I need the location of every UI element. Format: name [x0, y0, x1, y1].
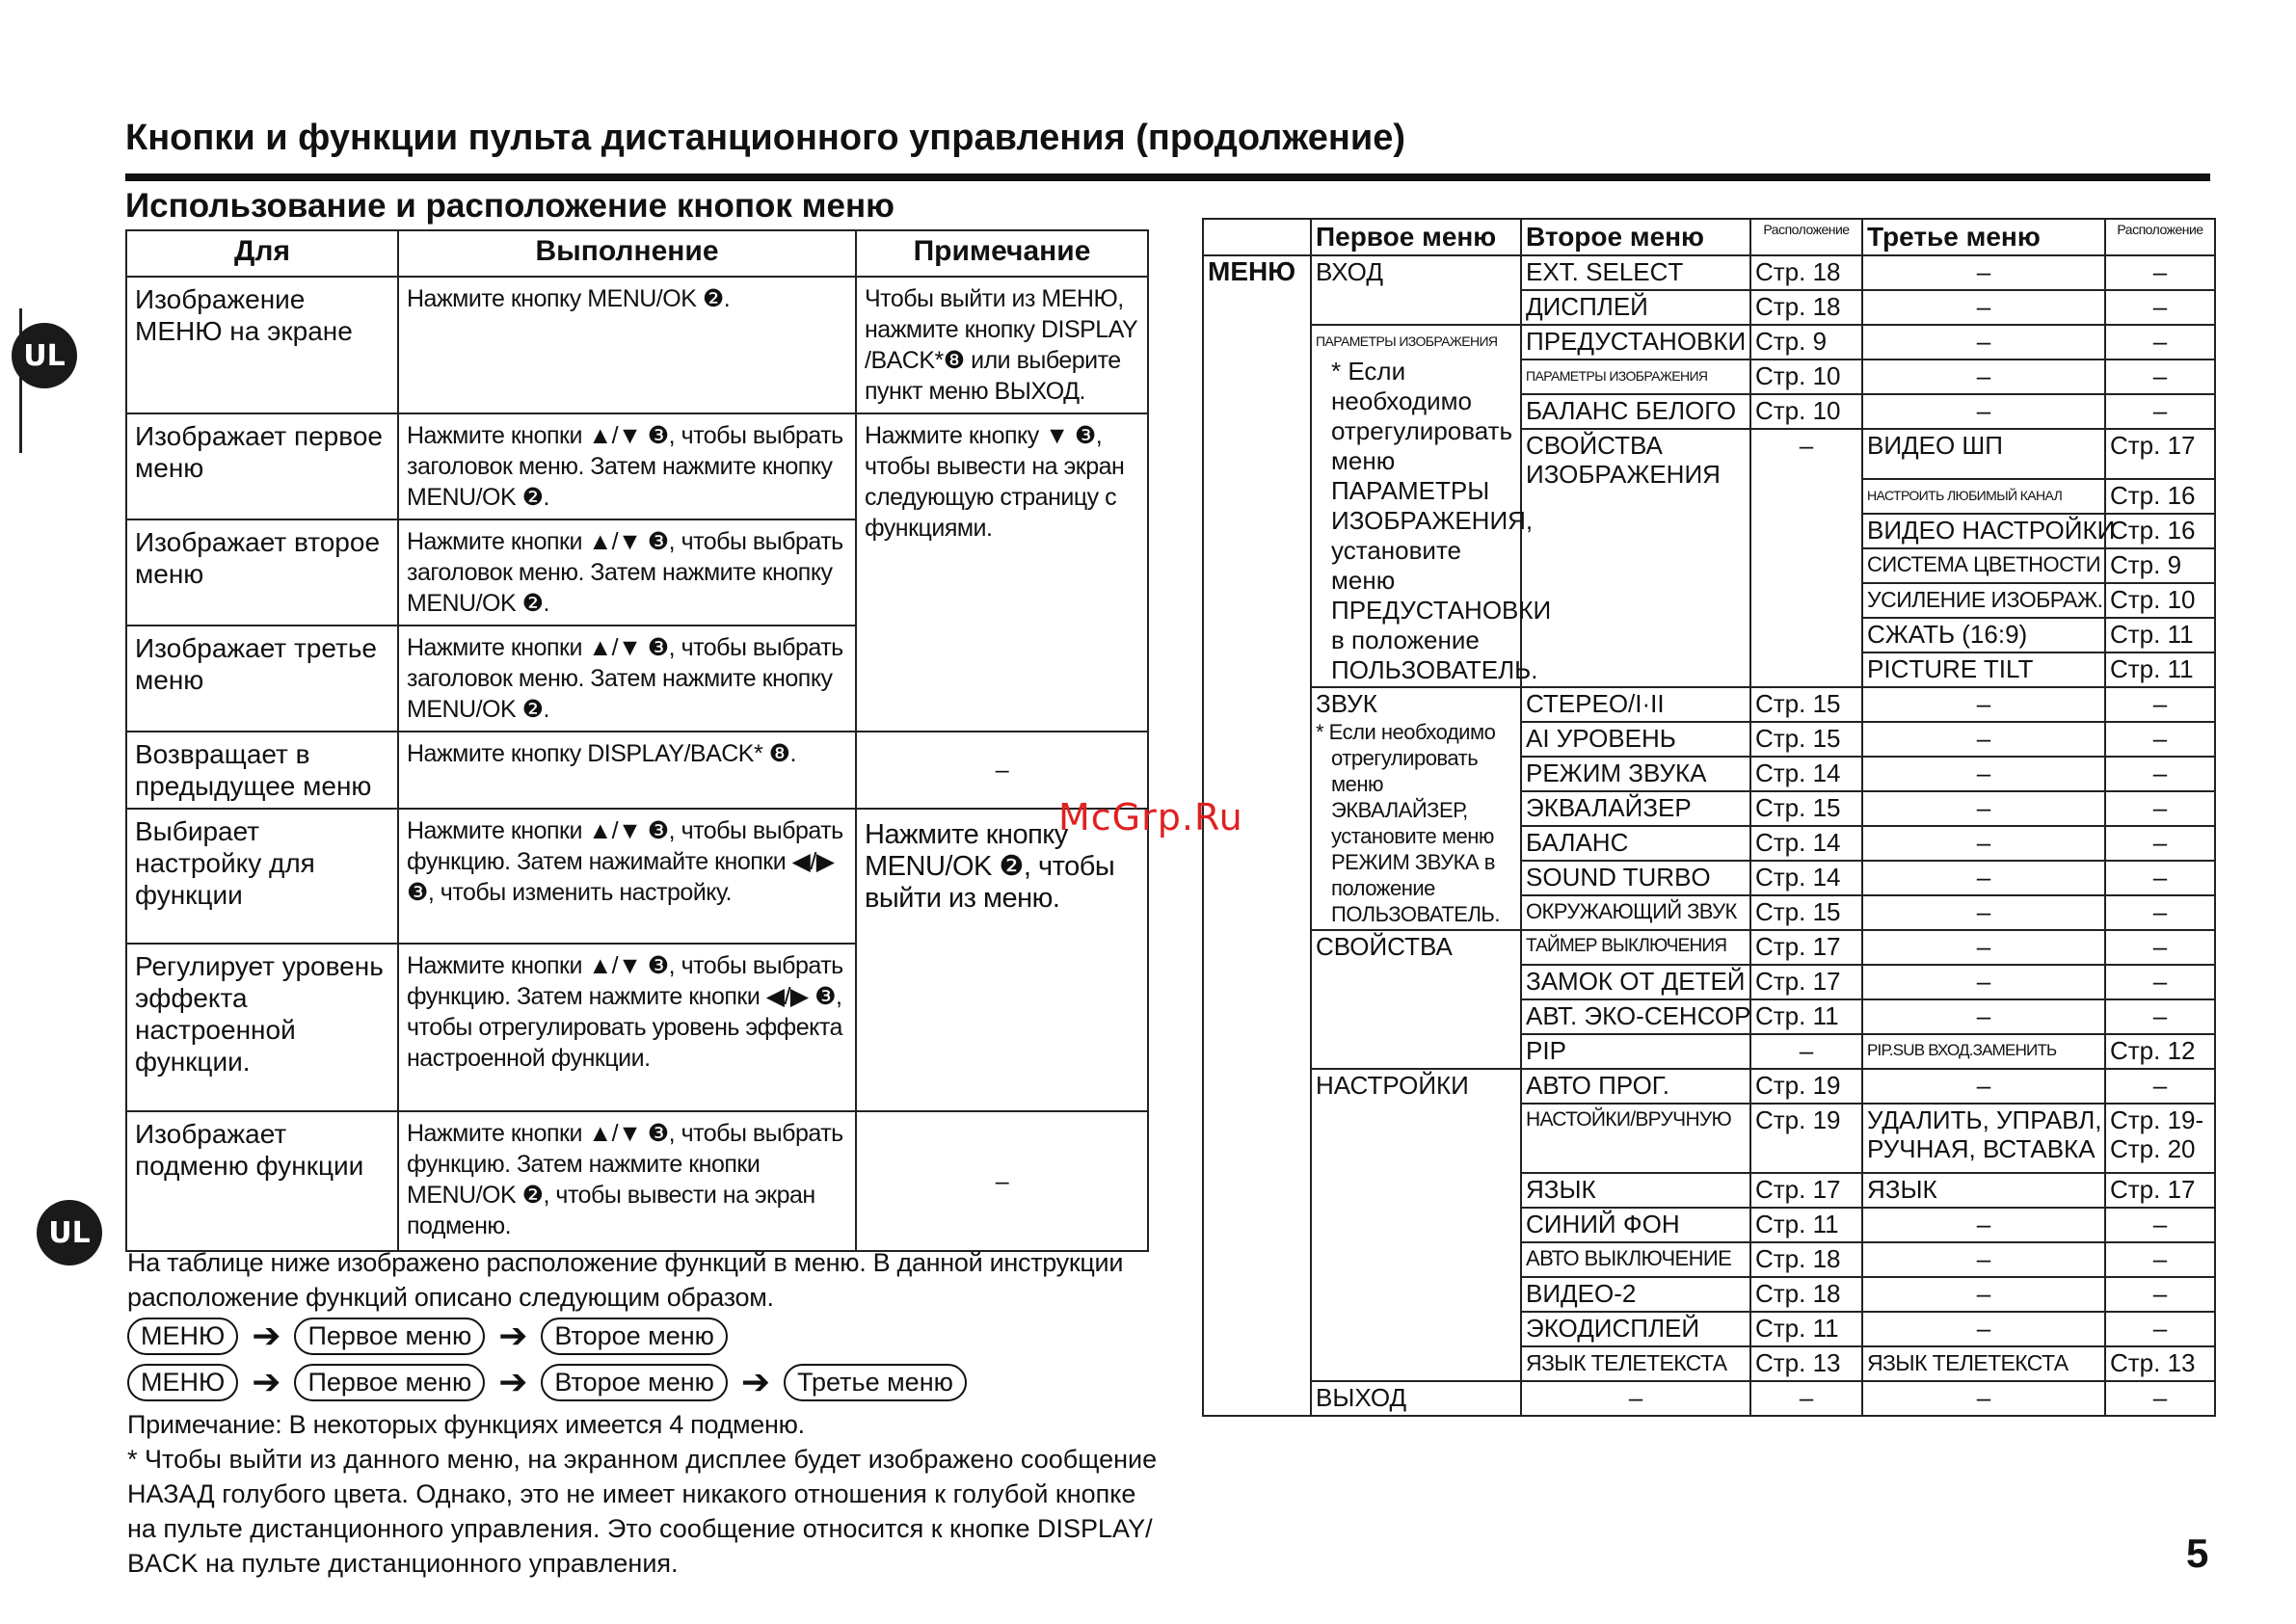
table-row	[1203, 687, 2215, 722]
second-menu-item: АВТО ПРОГ.	[1521, 1069, 1750, 1104]
group-title: ПАРАМЕТРЫ ИЗОБРАЖЕНИЯ	[1316, 333, 1498, 349]
location: Стр. 15	[1750, 687, 1862, 722]
third-menu-empty: –	[1862, 722, 2105, 757]
location: Стр. 13	[1750, 1346, 1862, 1381]
location-empty: –	[2105, 359, 2215, 394]
third-menu-empty: –	[1862, 1277, 2105, 1312]
third-menu-item: СИСТЕМА ЦВЕТНОСТИ	[1862, 548, 2105, 583]
location: Стр. 14	[1750, 757, 1862, 791]
location-empty: –	[2105, 1312, 2215, 1346]
cell-action: Нажмите кнопки ▲/▼ ❸, чтобы выбрать заголовок меню. Затем нажмите кнопку MENU/OK ❷.	[398, 626, 856, 732]
note-line: ПАРАМЕТРЫ	[1331, 476, 1490, 505]
second-menu-item: АВТ. ЭКО-СЕНСОР	[1521, 999, 1750, 1034]
menu-path-example-1	[127, 1317, 728, 1356]
first-menu-pill: Первое меню	[294, 1364, 485, 1401]
cell-note: Нажмите кнопку MENU/OK ❷, чтобы выйти из меню.	[856, 809, 1148, 1111]
third-menu-empty: –	[1862, 757, 2105, 791]
second-menu-item: БАЛАНС	[1521, 826, 1750, 861]
location: Стр. 11	[2105, 652, 2215, 687]
location-empty: –	[2105, 999, 2215, 1034]
menu-pill: МЕНЮ	[127, 1318, 238, 1355]
third-menu-item: ЯЗЫК ТЕЛЕТЕКСТА	[1862, 1346, 2105, 1381]
note-line: ЭКВАЛАЙЗЕР,	[1331, 798, 1468, 822]
second-menu-item: ПРЕДУСТАНОВКИ	[1521, 325, 1750, 359]
second-menu-item: ЯЗЫК	[1521, 1173, 1750, 1208]
arrow-icon: ➔	[498, 1317, 528, 1356]
second-menu-item: AI УРОВЕНЬ	[1521, 722, 1750, 757]
location-empty: –	[2105, 1381, 2215, 1416]
third-line: РУЧНАЯ, ВСТАВКА	[1867, 1134, 2096, 1163]
column-header: Второе меню	[1521, 219, 1750, 255]
menu-pill: МЕНЮ	[127, 1364, 238, 1401]
cell-action: Нажмите кнопку DISPLAY/BACK* ❽.	[398, 732, 856, 809]
note-line: ПРЕДУСТАНОВКИ	[1331, 596, 1552, 625]
second-menu-item: ЭКВАЛАЙЗЕР	[1521, 791, 1750, 826]
third-menu-empty: –	[1862, 394, 2105, 429]
intro-line-2: расположение функций описано следующим образом.	[127, 1283, 774, 1312]
first-menu-exit: ВЫХОД	[1311, 1381, 1521, 1416]
third-menu-empty: –	[1862, 999, 2105, 1034]
location-empty: –	[2105, 757, 2215, 791]
note-line: положение	[1331, 876, 1435, 900]
column-header: Для	[126, 230, 398, 277]
note-line: меню	[1331, 566, 1396, 595]
second-menu-item: СВОЙСТВА ИЗОБРАЖЕНИЯ	[1521, 429, 1750, 687]
location: Стр. 16	[2105, 479, 2215, 514]
third-menu-empty: –	[1862, 687, 2105, 722]
cell-note: Нажмите кнопку ▼ ❸, чтобы вывести на экран следующую страницу с функциями.	[856, 413, 1148, 732]
language-tab-icon-bottom: UL	[37, 1200, 102, 1265]
second-menu-item: НАСТОЙКИ/ВРУЧНУЮ	[1521, 1104, 1750, 1173]
location: Стр. 9	[2105, 548, 2215, 583]
location: Стр. 17	[1750, 930, 1862, 965]
third-menu-empty: –	[1862, 359, 2105, 394]
third-menu-item: СЖАТЬ (16:9)	[1862, 618, 2105, 652]
location: Стр. 18	[1750, 255, 1862, 290]
location: Стр. 18	[1750, 1277, 1862, 1312]
page-title: Кнопки и функции пульта дистанционного управления (продолжение)	[125, 118, 1405, 158]
third-menu-item: ВИДЕО ШП	[1862, 429, 2105, 479]
location-empty: –	[2105, 861, 2215, 895]
third-menu-pill: Третье меню	[784, 1364, 967, 1401]
title-rule	[125, 173, 2210, 181]
third-menu-empty: –	[1862, 1208, 2105, 1242]
location: Стр. 13	[2105, 1346, 2215, 1381]
third-menu-empty: –	[1862, 895, 2105, 930]
location-empty: –	[1750, 429, 1862, 687]
second-menu-item: ЗАМОК ОТ ДЕТЕЙ	[1521, 965, 1750, 999]
location-empty: –	[1750, 1034, 1862, 1069]
location: Стр. 14	[1750, 861, 1862, 895]
table-header-row	[1203, 219, 2215, 255]
note-line: отрегулировать	[1331, 416, 1513, 445]
second-menu-empty: –	[1521, 1381, 1750, 1416]
menu-path-example-2	[127, 1363, 967, 1402]
third-menu-item: НАСТРОИТЬ ЛЮБИМЫЙ КАНАЛ	[1862, 479, 2105, 514]
column-header: Расположение	[2105, 219, 2215, 255]
location-empty: –	[2105, 826, 2215, 861]
location: Стр. 17	[1750, 965, 1862, 999]
location-empty: –	[2105, 895, 2215, 930]
second-menu-item: SOUND TURBO	[1521, 861, 1750, 895]
third-menu-empty: –	[1862, 290, 2105, 325]
second-menu-item: PIP	[1521, 1034, 1750, 1069]
note-line: в положение	[1331, 626, 1480, 654]
cell-action: Нажмите кнопки ▲/▼ ❸, чтобы выбрать заголовок меню. Затем нажмите кнопку MENU/OK ❷.	[398, 413, 856, 519]
note-line: ПОЛЬЗОВАТЕЛЬ.	[1331, 902, 1500, 926]
second-menu-item: СТЕРЕО/I·II	[1521, 687, 1750, 722]
location-line: Стр. 19-	[2110, 1105, 2204, 1134]
language-tab-icon: UL	[12, 323, 77, 388]
menu-structure-table	[1202, 218, 2216, 1417]
note-line: отрегулировать меню	[1331, 746, 1479, 796]
second-menu-pill: Второе меню	[541, 1364, 727, 1401]
second-menu-item: ДИСПЛЕЙ	[1521, 290, 1750, 325]
third-menu-empty: –	[1862, 930, 2105, 965]
cell-for: Изображает первое меню	[126, 413, 398, 519]
location-empty: –	[2105, 722, 2215, 757]
location: Стр. 15	[1750, 791, 1862, 826]
table-header-row	[126, 230, 1148, 277]
second-menu-item: EXT. SELECT	[1521, 255, 1750, 290]
location-empty: –	[2105, 791, 2215, 826]
third-line: УДАЛИТЬ, УПРАВЛ,	[1867, 1105, 2102, 1134]
location: Стр. 17	[2105, 1173, 2215, 1208]
second-menu-item: ПАРАМЕТРЫ ИЗОБРАЖЕНИЯ	[1521, 359, 1750, 394]
third-menu-empty: –	[1862, 1312, 2105, 1346]
cell-for: Выбирает настройку для функции	[126, 809, 398, 944]
location-empty: –	[1750, 1381, 1862, 1416]
note-line: установите меню	[1331, 824, 1494, 848]
third-menu-item: PIP.SUB ВХОД.ЗАМЕНИТЬ	[1862, 1034, 2105, 1069]
column-header: Расположение	[1750, 219, 1862, 255]
location-empty: –	[2105, 255, 2215, 290]
third-menu-item: ВИДЕО НАСТРОЙКИ	[1862, 514, 2105, 548]
cell-for: Изображает подменю функции	[126, 1111, 398, 1251]
location-empty: –	[2105, 1069, 2215, 1104]
cell-action: Нажмите кнопки ▲/▼ ❸, чтобы выбрать функцию. Затем нажмите кнопки ◀/▶ ❸, чтобы отрегулировать уровень эффекта настроенной функции.	[398, 944, 856, 1111]
cell-note: –	[856, 1111, 1148, 1251]
third-menu-item: PICTURE TILT	[1862, 652, 2105, 687]
third-menu-item: ЯЗЫК	[1862, 1173, 2105, 1208]
location-empty: –	[2105, 687, 2215, 722]
first-menu-pill: Первое меню	[294, 1318, 485, 1355]
arrow-icon: ➔	[252, 1363, 281, 1402]
footnote: * Чтобы выйти из данного меню, на экранном дисплее будет изображено сообщение НАЗАД голубого цвета. Однако, это не имеет никакого отношения к голубой кнопке на пульте дистанционного управления. Это сообщение относится к кнопке DISPLAY/ BACK на пульте дистанционного управления.	[127, 1445, 1158, 1578]
location: Стр. 16	[2105, 514, 2215, 548]
second-menu-item: ТАЙМЕР ВЫКЛЮЧЕНИЯ	[1521, 930, 1750, 965]
table-row	[126, 277, 1148, 413]
location: Стр. 11	[1750, 1312, 1862, 1346]
location: Стр. 10	[1750, 359, 1862, 394]
location: Стр. 11	[1750, 1208, 1862, 1242]
location: Стр. 17	[2105, 429, 2215, 479]
table-row	[1203, 1381, 2215, 1416]
second-menu-item: ВИДЕО-2	[1521, 1277, 1750, 1312]
note-line: * Если необходимо	[1316, 720, 1496, 744]
third-menu-item	[1862, 1104, 2105, 1173]
column-header-blank	[1203, 219, 1311, 255]
location	[2105, 1104, 2215, 1173]
third-menu-empty: –	[1862, 965, 2105, 999]
cell-action: Нажмите кнопки ▲/▼ ❸, чтобы выбрать функцию. Затем нажимайте кнопки ◀/▶ ❸, чтобы изменить настройку.	[398, 809, 856, 944]
cell-action: Нажмите кнопки ▲/▼ ❸, чтобы выбрать заголовок меню. Затем нажмите кнопку MENU/OK ❷.	[398, 519, 856, 626]
table-row	[1203, 1069, 2215, 1104]
first-menu-input: ВХОД	[1311, 255, 1521, 325]
section-subtitle: Использование и расположение кнопок меню	[125, 187, 895, 225]
location-empty: –	[2105, 1277, 2215, 1312]
table-row	[126, 809, 1148, 944]
menu-label: МЕНЮ	[1203, 255, 1311, 1416]
page-number: 5	[2186, 1531, 2209, 1576]
location: Стр. 19	[1750, 1104, 1862, 1173]
note-line: меню	[1331, 446, 1396, 475]
third-menu-empty: –	[1862, 1242, 2105, 1277]
note-line: необходимо	[1331, 386, 1472, 415]
location-empty: –	[2105, 325, 2215, 359]
note-line: установите	[1331, 536, 1462, 565]
arrow-icon: ➔	[740, 1363, 771, 1402]
third-menu-empty: –	[1862, 255, 2105, 290]
third-menu-empty: –	[1862, 826, 2105, 861]
third-menu-empty: –	[1862, 325, 2105, 359]
location: Стр. 18	[1750, 290, 1862, 325]
location: Стр. 10	[2105, 583, 2215, 618]
location: Стр. 15	[1750, 722, 1862, 757]
note-line: РЕЖИМ ЗВУКА в	[1331, 850, 1495, 874]
second-menu-item: ОКРУЖАЮЩИЙ ЗВУК	[1521, 895, 1750, 930]
intro-line-1: На таблице ниже изображено расположение функций в меню. В данной инструкции	[127, 1248, 1124, 1277]
first-menu-sound	[1311, 687, 1521, 930]
first-menu-props: СВОЙСТВА	[1311, 930, 1521, 1069]
column-header: Примечание	[856, 230, 1148, 277]
second-menu-item: РЕЖИМ ЗВУКА	[1521, 757, 1750, 791]
column-header: Первое меню	[1311, 219, 1521, 255]
second-menu-item: БАЛАНС БЕЛОГО	[1521, 394, 1750, 429]
location: Стр. 11	[2105, 618, 2215, 652]
cell-for: Изображает третье меню	[126, 626, 398, 732]
second-menu-item: АВТО ВЫКЛЮЧЕНИЕ	[1521, 1242, 1750, 1277]
submenu-note: Примечание: В некоторых функциях имеется 4 подменю.	[127, 1410, 805, 1439]
location-line: Стр. 20	[2110, 1134, 2196, 1163]
location: Стр. 12	[2105, 1034, 2215, 1069]
location: Стр. 11	[1750, 999, 1862, 1034]
first-menu-settings: НАСТРОЙКИ	[1311, 1069, 1521, 1381]
table-row	[126, 732, 1148, 809]
column-header: Выполнение	[398, 230, 856, 277]
third-menu-empty: –	[1862, 791, 2105, 826]
location-empty: –	[2105, 930, 2215, 965]
column-header: Третье меню	[1862, 219, 2105, 255]
arrow-icon: ➔	[498, 1363, 528, 1402]
table-row	[126, 413, 1148, 519]
table-row	[126, 1111, 1148, 1251]
location-empty: –	[2105, 394, 2215, 429]
third-menu-empty: –	[1862, 861, 2105, 895]
cell-action: Нажмите кнопку MENU/OK ❷.	[398, 277, 856, 413]
second-menu-item: ЭКОДИСПЛЕЙ	[1521, 1312, 1750, 1346]
cell-note: Чтобы выйти из МЕНЮ, нажмите кнопку DISPLAY /BACK*❽ или выберите пункт меню ВЫХОД.	[856, 277, 1148, 413]
location: Стр. 14	[1750, 826, 1862, 861]
cell-for: Возвращает в предыдущее меню	[126, 732, 398, 809]
location: Стр. 9	[1750, 325, 1862, 359]
cell-for: Изображение МЕНЮ на экране	[126, 277, 398, 413]
cell-note: –	[856, 732, 1148, 809]
second-menu-pill: Второе меню	[541, 1318, 727, 1355]
note-line: * Если	[1331, 357, 1406, 386]
location-empty: –	[2105, 1242, 2215, 1277]
second-menu-item: СИНИЙ ФОН	[1521, 1208, 1750, 1242]
menu-buttons-table	[125, 229, 1149, 1252]
table-row	[1203, 255, 2215, 290]
location: Стр. 17	[1750, 1173, 1862, 1208]
location-empty: –	[2105, 290, 2215, 325]
location-empty: –	[2105, 965, 2215, 999]
location: Стр. 15	[1750, 895, 1862, 930]
second-menu-item: ЯЗЫК ТЕЛЕТЕКСТА	[1521, 1346, 1750, 1381]
watermark: McGrp.Ru	[1058, 796, 1243, 839]
third-menu-empty: –	[1862, 1381, 2105, 1416]
cell-for: Изображает второе меню	[126, 519, 398, 626]
third-menu-item: УСИЛЕНИЕ ИЗОБРАЖ.	[1862, 583, 2105, 618]
table-row	[1203, 325, 2215, 359]
first-menu-picture	[1311, 325, 1552, 687]
location-empty: –	[2105, 1208, 2215, 1242]
location: Стр. 10	[1750, 394, 1862, 429]
note-line: ПОЛЬЗОВАТЕЛЬ.	[1331, 655, 1538, 684]
table-row	[1203, 930, 2215, 965]
cell-action: Нажмите кнопки ▲/▼ ❸, чтобы выбрать функцию. Затем нажмите кнопки MENU/OK ❷, чтобы вывести на экран подменю.	[398, 1111, 856, 1251]
group-title: ЗВУК	[1316, 689, 1377, 718]
cell-for: Регулирует уровень эффекта настроенной функции.	[126, 944, 398, 1111]
location: Стр. 19	[1750, 1069, 1862, 1104]
note-line: ИЗОБРАЖЕНИЯ,	[1331, 506, 1534, 535]
arrow-icon: ➔	[252, 1317, 281, 1356]
third-menu-empty: –	[1862, 1069, 2105, 1104]
location: Стр. 18	[1750, 1242, 1862, 1277]
